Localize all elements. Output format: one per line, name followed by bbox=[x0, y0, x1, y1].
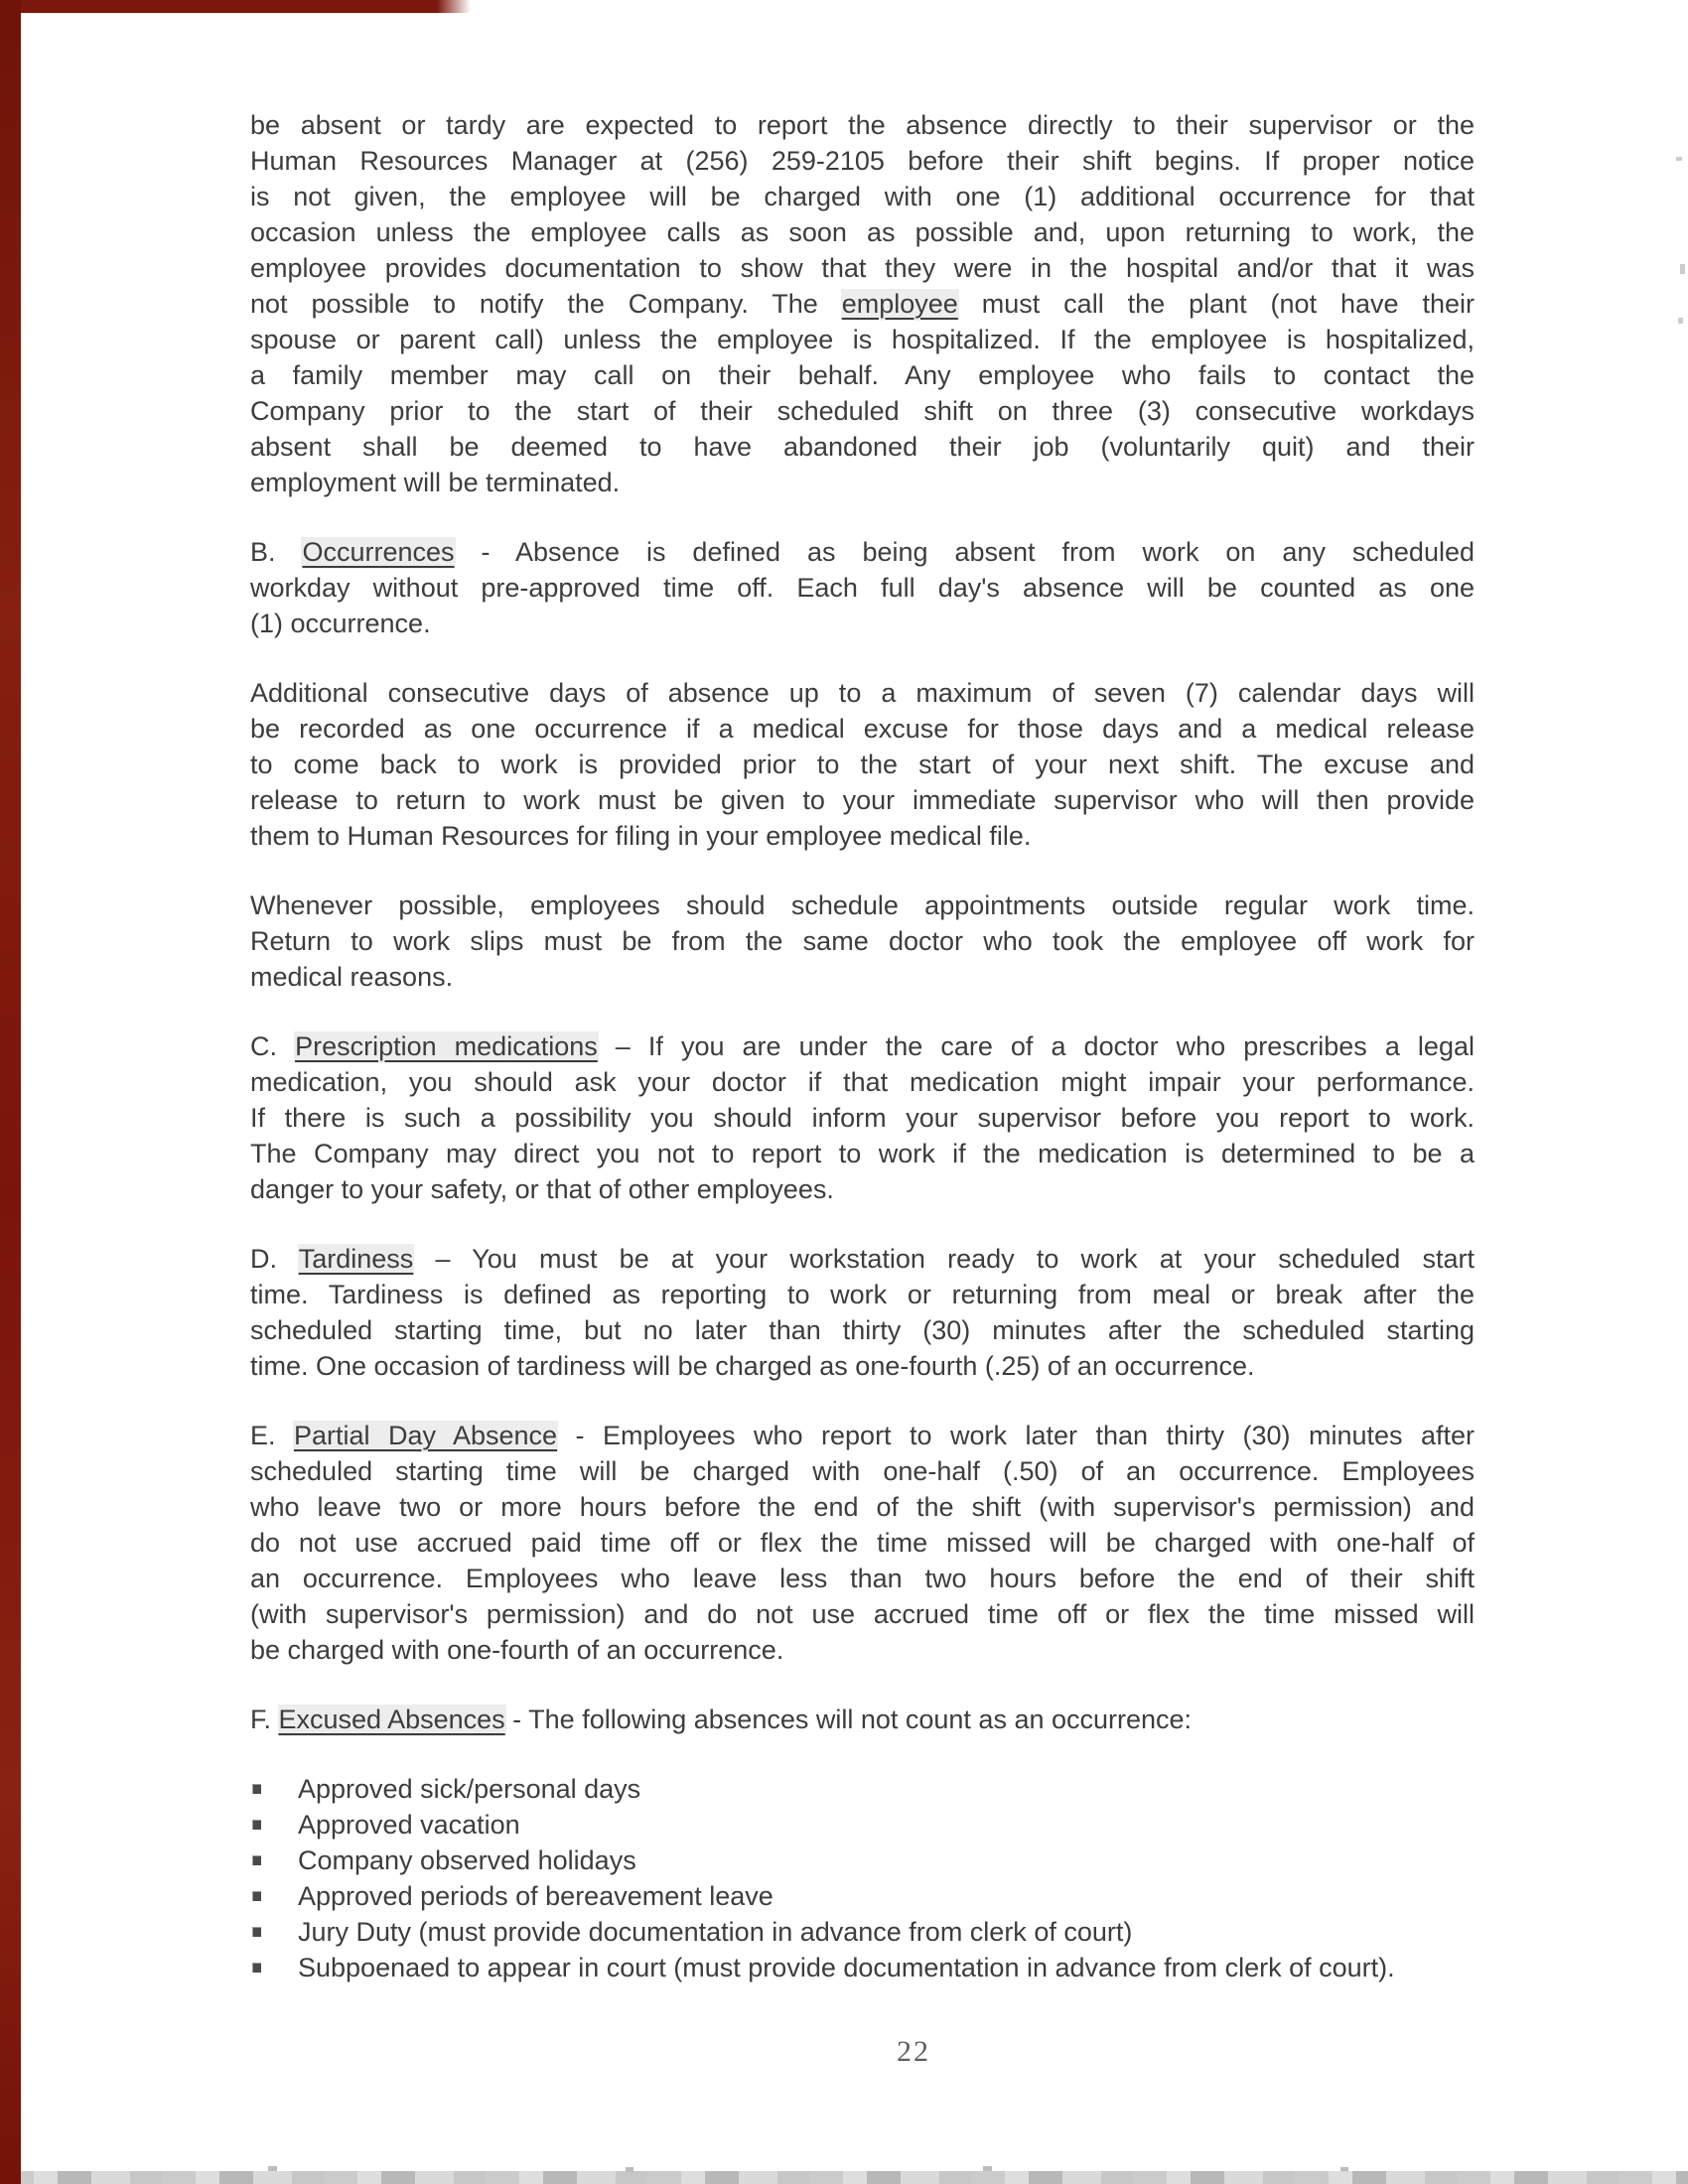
text-line: medical reasons. bbox=[250, 962, 454, 992]
para-additional-consecutive-days bbox=[250, 675, 1475, 854]
list-item bbox=[250, 1914, 1475, 1950]
text-line: do not use accrued paid time off or flex the time missed will be charged with one-half of bbox=[250, 1528, 1475, 1558]
text-line: them to Human Resources for filing in your employee medical file. bbox=[250, 821, 1032, 851]
list-item-text: Approved vacation bbox=[298, 1810, 520, 1840]
page-number: 22 bbox=[897, 2035, 930, 2068]
text-line: E. Partial Day Absence - Employees who report to work later than thirty (30) minutes after bbox=[250, 1421, 1475, 1450]
text-line: C. Prescription medications – If you are under the care of a doctor who prescribes a legal bbox=[250, 1031, 1475, 1061]
text-line: to come back to work is provided prior to the start of your next shift. The excuse and bbox=[250, 750, 1475, 779]
list-item bbox=[250, 1950, 1475, 1985]
text-line: a family member may call on their behalf. Any employee who fails to contact the bbox=[250, 360, 1475, 390]
list-item-text: Approved sick/personal days bbox=[298, 1774, 641, 1804]
section-f-excused-absences bbox=[250, 1702, 1475, 1737]
text-line: who leave two or more hours before the end of the shift (with supervisor's permission) and bbox=[250, 1492, 1475, 1522]
underlined-term: Partial Day Absence bbox=[293, 1421, 558, 1450]
text-line: not possible to notify the Company. The employee must call the plant (not have their bbox=[250, 289, 1475, 319]
text-line: be charged with one-fourth of an occurrence. bbox=[250, 1635, 784, 1665]
list-item bbox=[250, 1807, 1475, 1843]
list-item-text: Company observed holidays bbox=[298, 1845, 636, 1875]
text-line: danger to your safety, or that of other employees. bbox=[250, 1174, 834, 1204]
text-line: is not given, the employee will be charged with one (1) additional occurrence for that bbox=[250, 182, 1475, 211]
section-b-occurrences bbox=[250, 534, 1475, 641]
underlined-term: Excused Absences bbox=[278, 1705, 505, 1734]
scan-artifact-top-red-bar bbox=[0, 0, 471, 13]
square-bullet-icon bbox=[252, 1820, 261, 1830]
text-line: scheduled starting time, but no later than thirty (30) minutes after the scheduled starting bbox=[250, 1315, 1475, 1345]
text-line: Return to work slips must be from the same doctor who took the employee off work for bbox=[250, 926, 1475, 956]
text-line: (1) occurrence. bbox=[250, 609, 431, 638]
scan-artifact-right-tick bbox=[1680, 264, 1685, 274]
section-d-tardiness bbox=[250, 1241, 1475, 1384]
square-bullet-icon bbox=[252, 1963, 261, 1973]
scan-artifact-left-red-stripe bbox=[0, 0, 21, 2184]
text-line: (with supervisor's permission) and do not use accrued time off or flex the time missed will bbox=[250, 1599, 1475, 1629]
section-c-prescription-medications bbox=[250, 1028, 1475, 1207]
underlined-term: Occurrences bbox=[302, 537, 455, 567]
scan-artifact-right-tick bbox=[1678, 318, 1683, 324]
text-line: workday without pre-approved time off. Each full day's absence will be counted as one bbox=[250, 573, 1475, 603]
underlined-term: employee bbox=[841, 289, 958, 319]
excused-absences-list bbox=[250, 1771, 1475, 1985]
text-line: spouse or parent call) unless the employee is hospitalized. If the employee is hospitalized, bbox=[250, 325, 1475, 354]
underlined-term: Prescription medications bbox=[295, 1031, 598, 1061]
list-item bbox=[250, 1878, 1475, 1914]
text-line: an occurrence. Employees who leave less than two hours before the end of their shift bbox=[250, 1564, 1475, 1593]
intro-absence-reporting bbox=[250, 107, 1475, 500]
text-line: F. Excused Absences - The following absences will not count as an occurrence: bbox=[250, 1705, 1193, 1734]
text-line: be absent or tardy are expected to report the absence directly to their supervisor or the bbox=[250, 110, 1475, 140]
text-line: The Company may direct you not to report to work if the medication is determined to be a bbox=[250, 1139, 1475, 1168]
text-line: occasion unless the employee calls as soon as possible and, upon returning to work, the bbox=[250, 217, 1475, 247]
document-body bbox=[250, 107, 1475, 1985]
text-line: scheduled starting time will be charged with one-half (.50) of an occurrence. Employees bbox=[250, 1456, 1475, 1486]
text-line: absent shall be deemed to have abandoned their job (voluntarily quit) and their bbox=[250, 432, 1475, 462]
text-line: medication, you should ask your doctor if that medication might impair your performance. bbox=[250, 1067, 1475, 1097]
list-item bbox=[250, 1843, 1475, 1878]
text-line: Additional consecutive days of absence up to a maximum of seven (7) calendar days will bbox=[250, 678, 1475, 708]
underlined-term: Tardiness bbox=[298, 1244, 414, 1274]
text-line: If there is such a possibility you should inform your supervisor before you report to work. bbox=[250, 1103, 1475, 1133]
text-line: employment will be terminated. bbox=[250, 468, 621, 497]
list-item-text: Jury Duty (must provide documentation in advance from clerk of court) bbox=[298, 1917, 1133, 1947]
text-line: time. One occasion of tardiness will be charged as one-fourth (.25) of an occurrence. bbox=[250, 1351, 1255, 1381]
scan-artifact-bottom-band bbox=[0, 2171, 1688, 2184]
text-line: B. Occurrences - Absence is defined as being absent from work on any scheduled bbox=[250, 537, 1475, 567]
list-item-text: Approved periods of bereavement leave bbox=[298, 1881, 774, 1911]
square-bullet-icon bbox=[252, 1891, 261, 1901]
text-line: D. Tardiness – You must be at your workstation ready to work at your scheduled start bbox=[250, 1244, 1475, 1274]
text-line: Human Resources Manager at (256) 259-2105 before their shift begins. If proper notice bbox=[250, 146, 1475, 176]
scan-artifact-right-tick bbox=[1676, 157, 1682, 161]
section-e-partial-day-absence bbox=[250, 1418, 1475, 1668]
list-item-text: Subpoenaed to appear in court (must provide documentation in advance from clerk of court). bbox=[298, 1953, 1395, 1982]
square-bullet-icon bbox=[252, 1855, 261, 1865]
text-line: Whenever possible, employees should schedule appointments outside regular work time. bbox=[250, 890, 1475, 920]
text-line: be recorded as one occurrence if a medical excuse for those days and a medical release bbox=[250, 714, 1475, 744]
para-schedule-appointments bbox=[250, 887, 1475, 995]
square-bullet-icon bbox=[252, 1927, 261, 1937]
text-line: time. Tardiness is defined as reporting to work or returning from meal or break after the bbox=[250, 1280, 1475, 1309]
list-item bbox=[250, 1771, 1475, 1807]
text-line: release to return to work must be given to your immediate supervisor who will then provide bbox=[250, 785, 1475, 815]
text-line: employee provides documentation to show that they were in the hospital and/or that it was bbox=[250, 253, 1475, 283]
text-line: Company prior to the start of their scheduled shift on three (3) consecutive workdays bbox=[250, 396, 1475, 426]
square-bullet-icon bbox=[252, 1784, 261, 1794]
